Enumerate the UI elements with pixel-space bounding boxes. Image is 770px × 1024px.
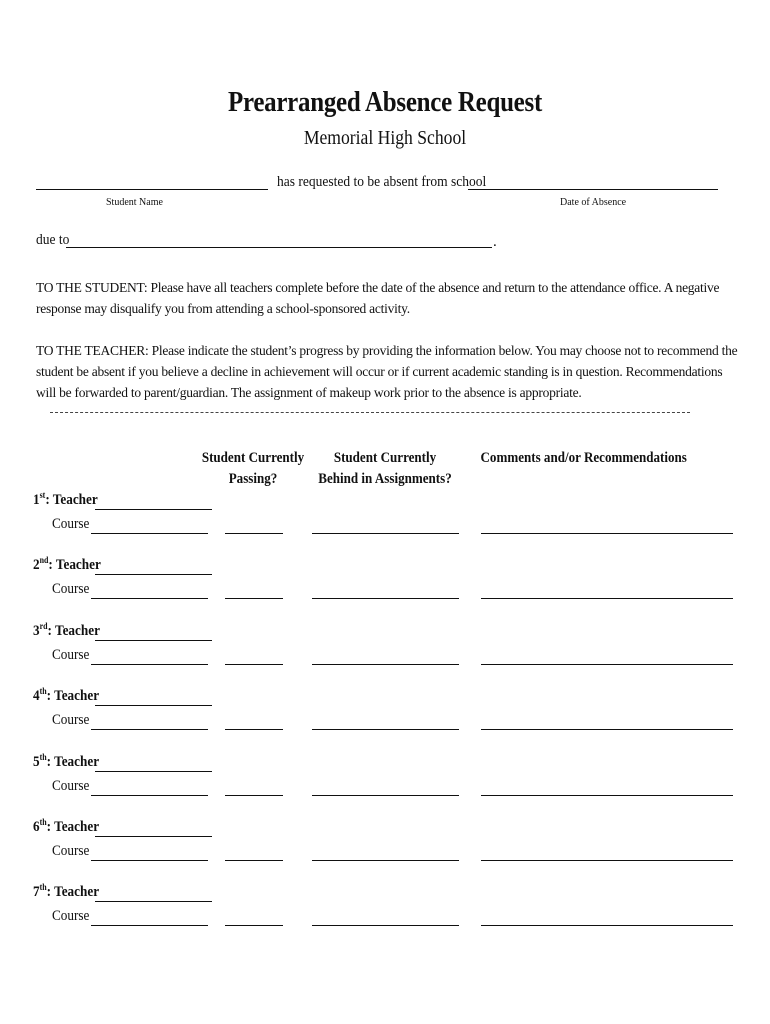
period-number: 4 [33,688,40,704]
due-to-reason-field[interactable] [66,247,492,248]
behind-field[interactable] [312,729,459,730]
behind-field[interactable] [312,533,459,534]
course-label: Course [52,581,90,597]
period-suffix: th [39,882,47,892]
teacher-label [33,754,99,771]
teacher-instructions: TO THE TEACHER: Please indicate the student’s progress by providing the information below. You may choose not to recommend the student be absent if you believe a decline in achievement will occur or if current academic standing is in question. Recommendations will be forwarded to parent/guardian. The assignment of makeup work prior to the absence is appropriate. [36,343,738,400]
passing-field[interactable] [225,860,283,861]
requested-text: has requested to be absent from school [277,174,487,190]
teacher-label-text: : Teacher [46,884,100,900]
teacher-label [33,623,100,640]
period-suffix: th [39,686,47,696]
form-title: Prearranged Absence Request [228,86,542,118]
course-label: Course [52,908,90,924]
teacher-label-text: : Teacher [47,623,100,639]
school-name: Memorial High School [303,127,467,149]
teacher-name-field[interactable] [95,771,212,772]
course-label: Course [52,647,90,663]
course-name-field[interactable] [91,533,208,534]
period-suffix: rd [39,621,48,631]
period-number: 7 [33,884,40,900]
teacher-label-text: : Teacher [46,754,100,770]
column-header-passing: Student Currently Passing? [201,450,305,487]
column-header-comments: Comments and/or Recommendations [480,450,687,466]
due-to-end: . [493,234,497,250]
teacher-label-text: : Teacher [45,492,98,508]
period-number: 1 [33,492,40,508]
passing-field[interactable] [225,795,283,796]
teacher-name-field[interactable] [95,640,212,641]
column-header-behind: Student Currently Behind in Assignments? [318,450,452,487]
teacher-name-field[interactable] [95,705,212,706]
course-label: Course [52,516,90,532]
period-suffix: st [39,490,46,500]
teacher-name-field[interactable] [95,901,212,902]
behind-field[interactable] [312,664,459,665]
student-name-field[interactable] [36,189,268,190]
course-label: Course [52,712,90,728]
teacher-name-field[interactable] [95,509,212,510]
passing-field[interactable] [225,533,283,534]
teacher-name-field[interactable] [95,836,212,837]
course-name-field[interactable] [91,598,208,599]
teacher-label [33,557,101,574]
course-name-field[interactable] [91,860,208,861]
passing-field[interactable] [225,598,283,599]
comments-field[interactable] [481,598,733,599]
cut-line-divider [50,412,690,413]
period-number: 2 [33,557,40,573]
comments-field[interactable] [481,860,733,861]
period-suffix: th [39,752,47,762]
date-of-absence-field[interactable] [468,189,718,190]
period-suffix: nd [39,555,49,565]
comments-field[interactable] [481,925,733,926]
passing-field[interactable] [225,664,283,665]
behind-field[interactable] [312,598,459,599]
teacher-name-field[interactable] [95,574,212,575]
comments-field[interactable] [481,533,733,534]
period-number: 5 [33,754,40,770]
teacher-label-text: : Teacher [46,688,100,704]
behind-field[interactable] [312,925,459,926]
period-number: 6 [33,819,40,835]
passing-field[interactable] [225,729,283,730]
student-name-label: Student Name [106,197,163,208]
course-name-field[interactable] [91,729,208,730]
teacher-label [33,688,99,705]
comments-field[interactable] [481,664,733,665]
course-name-field[interactable] [91,664,208,665]
teacher-label [33,492,98,509]
course-label: Course [52,843,90,859]
passing-field[interactable] [225,925,283,926]
behind-field[interactable] [312,860,459,861]
period-suffix: th [39,817,47,827]
teacher-label-text: : Teacher [48,557,101,573]
behind-field[interactable] [312,795,459,796]
date-of-absence-label: Date of Absence [560,197,627,208]
comments-field[interactable] [481,729,733,730]
period-number: 3 [33,623,40,639]
student-instructions: TO THE STUDENT: Please have all teachers complete before the date of the absence and return to the attendance office. A negative response may disqualify you from attending a school-sponsored activity. [36,280,720,316]
course-label: Course [52,778,90,794]
due-to-label: due to [36,232,70,248]
course-name-field[interactable] [91,925,208,926]
comments-field[interactable] [481,795,733,796]
teacher-label [33,884,99,901]
teacher-label-text: : Teacher [46,819,100,835]
course-name-field[interactable] [91,795,208,796]
teacher-label [33,819,99,836]
